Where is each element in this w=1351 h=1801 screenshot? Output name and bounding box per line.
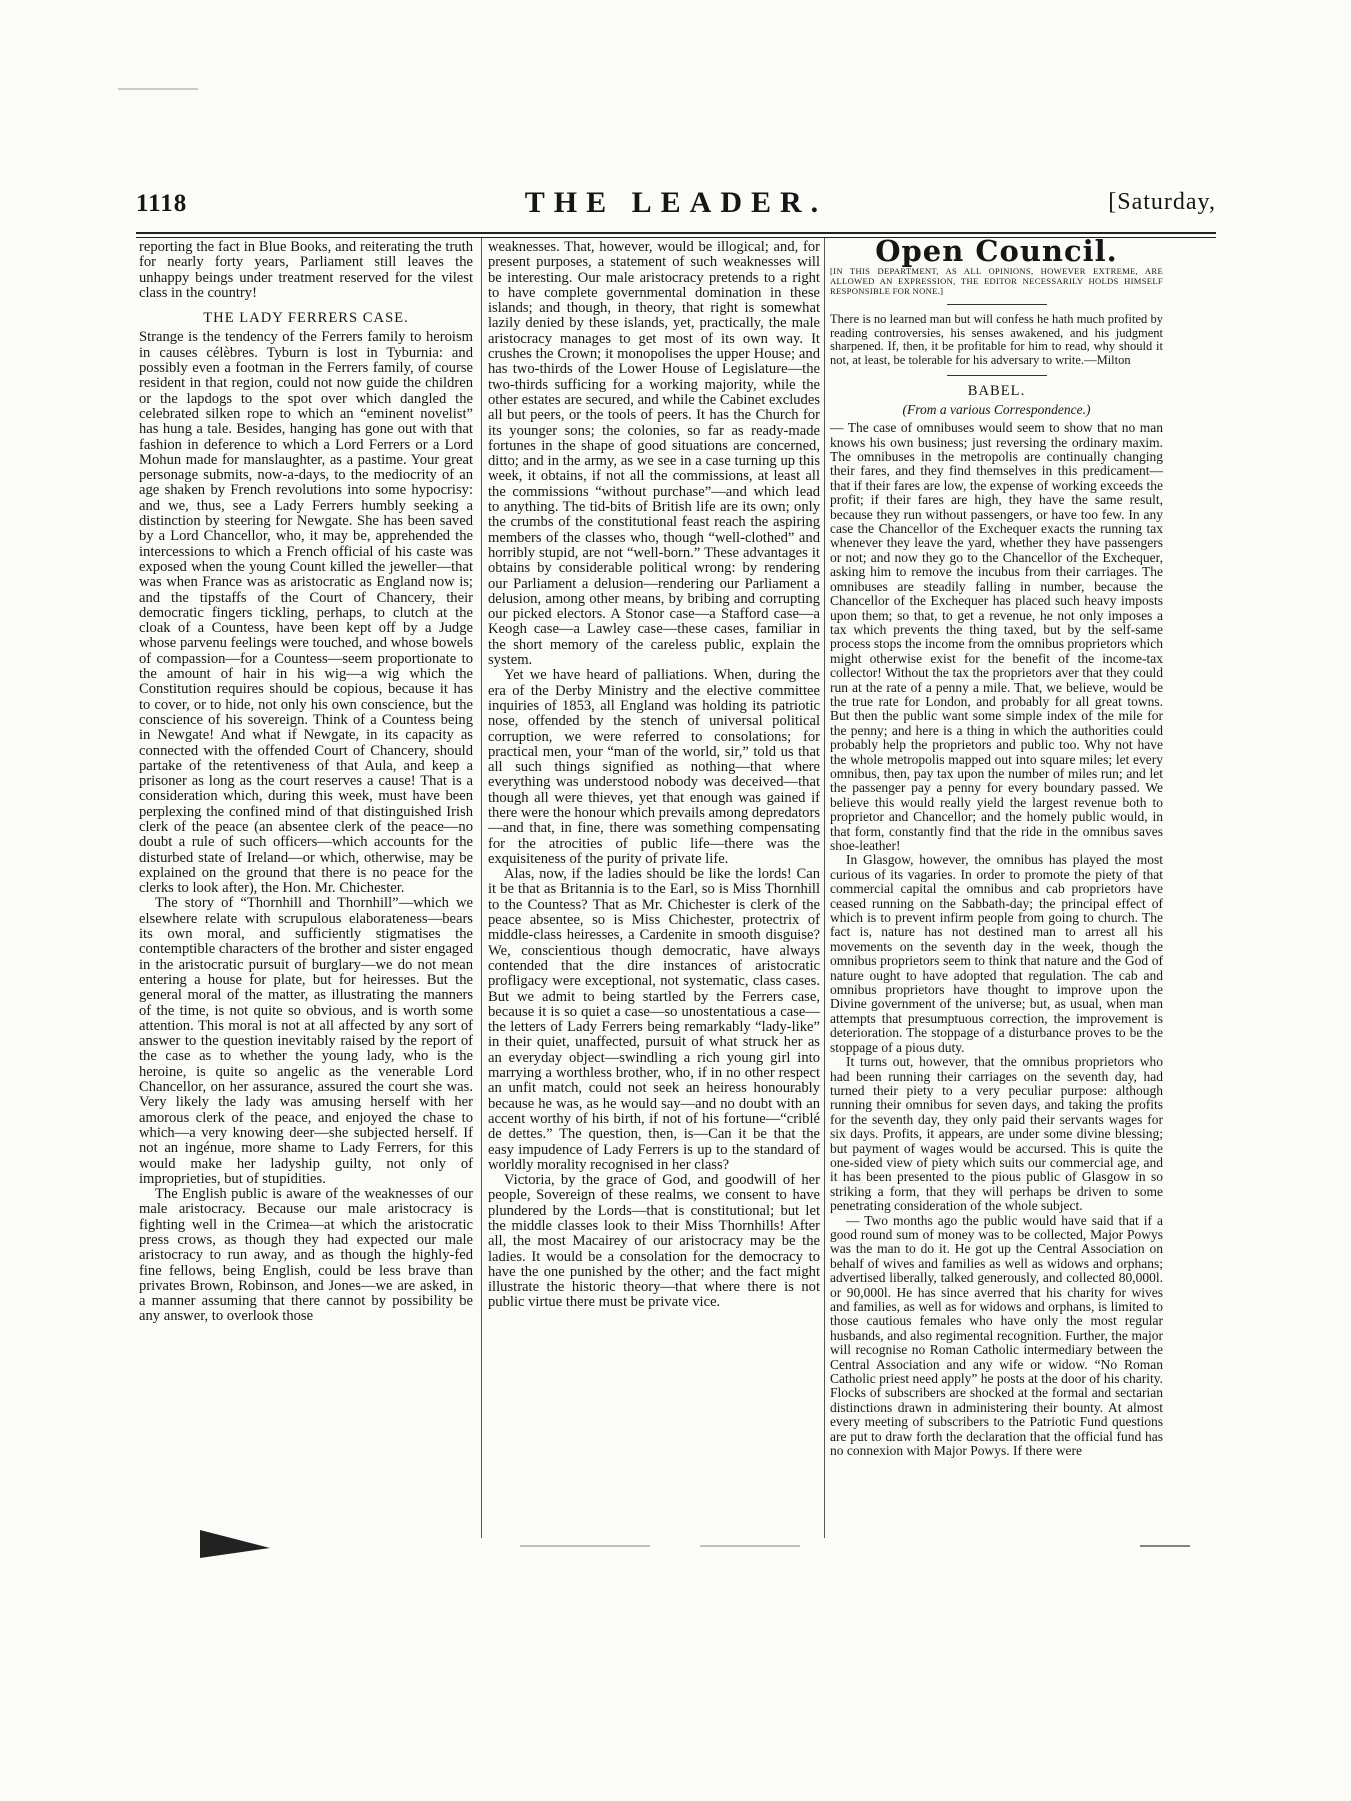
masthead: THE LEADER. [524,186,828,219]
column-divider [481,238,482,1538]
column-1 [139,240,473,1325]
section-title: Open Council. [875,234,1118,268]
paragraph: Yet we have heard of palliations. When, during the era of the Derby Ministry and the elective committee inquiries of 1853, all England was holding its patriotic nose, offended by the stench of universal political corruption, we were referred to consolations; for practical men, your “man of the world, sir,” told us that all such things signified as nothing—that where everything was understood nobody was deceived—that though all were thieves, yet that enough was gained if there were the honour which prevails among depredators—and that, in fine, there was something compensating for the atrocities of public life—there was the exquisiteness of the purity of private life. [488,667,820,867]
day-label: [Saturday, [1108,189,1216,215]
column-3 [830,234,1163,1459]
page-number: 1118 [136,190,188,217]
paragraph: The English public is aware of the weaknesses of our male aristocracy. Because our male aristocracy is fighting well in the Crimea—at which the aristocratic press crows, as though they had expected our male aristocracy to run away, and as though the highly-fed fine fellows, being English, could be less brave than privates Brown, Robinson, and Jones—we are asked, in a manner assuming that there cannot by possibility be any answer, to overlook those [139,1186,473,1325]
paragraph: Alas, now, if the ladies should be like the lords! Can it be that as Britannia is to the Earl, so is Miss Thornhill to the Countess? That as Mr. Chichester is clerk of the peace absentee, so is Miss Chichester, protectrix of middle-class heiresses, a Cardenite in smooth disguise? We, conscientious though democratic, have always contended that the dire instances of aristocratic profligacy were exceptional, not systematic, class cases. But we admit to being startled by the Ferrers case, because it is so quiet a case—so unostentatious a case—the letters of Lady Ferrers being remarkably “lady-like” in their quiet, unaffected, pursuit of what struck her as an everyday object—swindling a rich young girl into marrying a worthless brother, who, if in no other respect an unfit match, could not seek an heiress honourably because he was, as he would say—and no doubt with an accent worthy of his birth, if not of his fortune—“criblé de dettes.” The question, then, is—Can it be that the easy impudence of Lady Ferrers is up to the standard of worldly morality recognised in her class? [488,866,820,1173]
epigraph: There is no learned man but will confess he hath much profited by reading controversies, his senses awakened, and his judgment sharpened. If, then, it be profitable for him to read, why should it not, at least, be tolerable for his adversary to write.—Milton [830,312,1163,367]
scan-mark [200,1530,270,1558]
paragraph: Strange is the tendency of the Ferrers family to heroism in causes célèbres. Tyburn is lost in Tyburnia: and possibly even a footman in the Ferrers family, of course resident in that region, could not now guide the children or the lapdogs to the spot over which dangled the celebrated silken rope to which an “eminent novelist” has hung a tale. Besides, hanging has gone out with that fashion in deference to which a Lord Ferrers or a Lord Mohun made for manslaughter, as a pastime. Your great personage submits, now-a-days, to the mediocrity of an age shaken by French revolutions into some hypocrisy: and we, thus, see a Lady Ferrers humbly seeking a distinction by steering for Newgate. She has been saved by a Lord Chancellor, who, it may be, apprehended the intercessions to which a French official of his caste was exposed when the young Count killed the jeweller—that was when France was as aristocratic as England now is; and the tipstaffs of the Court of Chancery, their democratic fingers tickling, perhaps, to clutch at the cloak of a Countess, have been kept off by a Judge whose parvenu feelings were touched, and whose bowels of compassion—for a Countess—seem proportionate to the amount of hair in his wig—a wig which the Constitution requires should be copious, because it has to cover, or to hide, not only his own conscience, but the conscience of his sovereign. Think of a Countess being in Newgate! And what if Newgate, in its capacity as connected with the offended Court of Chancery, should partake of the retentiveness of that Aula, and keep a prisoner as long as the court reserves a cause! That is a consideration which, during this week, must have been perplexing the confined mind of that distinguished Irish clerk of the peace (an absentee clerk of the peace—no doubt a rule of such officers—which accounts for the disturbed state of Ireland—or which, otherwise, may be explained on the ground that there is no peace for the clerks to look after), the Hon. Mr. Chichester. [139,329,473,897]
scan-smudge [700,1545,800,1547]
paragraph: reporting the fact in Blue Books, and reiterating the truth for nearly forty years, Parliament still leaves the unhappy beings under treatment reserved for the vilest class in the country! [139,239,473,301]
column-2 [488,240,820,1311]
paragraph: The story of “Thornhill and Thornhill”—which we elsewhere relate with scrupulous elaborateness—bears its own moral, and sufficiently stigmatises the contemptible characters of the brother and sister engaged in the aristocratic pursuit of burglary—we do not mean entering a house for plate, but for heiresses. But the general moral of the matter, as illustrating the manners of the time, is not quite so obvious, and is worth some attention. This moral is not at all affected by any sort of answer to the question inevitably raised by the report of the case as to whether the young lady, who is the heroine, is quite so angelic as the venerable Lord Chancellor, on her assurance, assured the court she was. Very likely the lady was amusing herself with her amorous clerk of the peace, and enjoyed the chase to which—a very knowing deer—she subjected herself. If not an ingénue, more shame to Lady Ferrers, for this would make her ladyship guilty, not only of improprieties, but of stupidities. [139,895,473,1187]
top-rule [118,88,198,90]
paragraph: In Glasgow, however, the omnibus has played the most curious of its vagaries. In order to promote the piety of that commercial capital the omnibus and cab proprietors have ceased running on the Sabbath-day; the principal effect of which is to prevent infirm people from going to church. The fact is, nature has not destined man to arrest all his movements on the seventh day in the week, though the omnibus proprietors seem to think that nature and the God of nature ought to have adopted that regulation. The cab and omnibus proprietors have thought to improve upon the Divine government of the universe; but, as usual, when man attempts that presumptuous correction, the improvement is deterioration. The stoppage of a disturbance proves to be the stoppage of a pious duty. [830,852,1163,1055]
scan-smudge [520,1545,650,1547]
page-header [136,180,1216,224]
article-heading: BABEL. [967,383,1026,400]
column-divider [824,238,825,1538]
paragraph: It turns out, however, that the omnibus proprietors who had been running their carriages on the seventh day, had turned their piety to a very peculiar purpose: although running their omnibus for seven days, and taking the profits for the seventh day, they only paid their servants wages for six days. Profits, it appears, are under some divine blessing; but payment of wages would be accursed. This is quite the one-sided view of piety which suits our commercial age, and it has been presented to the pious public of Glasgow in so striking a form, that they will perhaps be driven to some penetrating consideration of the whole subject. [830,1054,1163,1214]
subheading: (From a various Correspondence.) [902,401,1091,417]
paragraph: — The case of omnibuses would seem to show that no man knows his own business; just reversing the ordinary maxim. The omnibuses in the metropolis are continually changing their fares, and they find themselves in this predicament—that if their fares are low, the expense of working exceeds the profit; if their fares are high, they have the same result, because they run without passengers, or have too few. In any case the Chancellor of the Exchequer exacts the running tax whenever they leave the yard, whether they have passengers or not; and now they go to the Chancellor of the Exchequer, asking him to remove the incubus from their carriages. The omnibuses are steadily falling in number, because the Chancellor of the Exchequer has placed such heavy imposts upon them; so that, to get a revenue, he not only imposes a tax which prevents the thing taxed, but by the self-same process stops the income from the omnibus proprietors which might otherwise exist for the benefit of the income-tax collector! Without the tax the proprietors aver that they could run at the rate of a penny a mile. That, we believe, would be the true rate for London, and probably for all great towns. But then the public want some simple index of the mile for the penny; and here is a thing in which the authorities could probably help the proprietors and public too. Why not have the whole metropolis mapped out into square miles; let every omnibus, then, pay tax upon the number of miles run; and let the passenger pay a penny for every boundary passed. We believe this would really yield the largest revenue both to proprietor and Chancellor; and the homely public would, in that form, constantly find that the ride in the omnibus saves shoe-leather! [830,420,1163,853]
short-rule [947,304,1047,305]
article-heading: THE LADY FERRERS CASE. [203,310,409,327]
paragraph: weaknesses. That, however, would be illogical; and, for present purposes, a statement of such weaknesses will be interesting. Our male aristocracy pretends to a right to have complete governmental domination in these islands; and though, in theory, that right is somewhat lazily denied by these islands, yet, practically, the male aristocracy manages to get most of its own way. It crushes the Crown; it monopolises the upper House; and has two-thirds of the Lower House of Legislature—the two-thirds sufficing for a working majority, while the other estates are secured, and while the Cabinet excludes all but peers, or the tools of peers. It has the Church for its younger sons; the colonies, so far as ready-made fortunes in the shape of good situations are concerned, ditto; and in the army, as we see in a case turning up this week, it obtains, if not all the commissions, at least all the commissions “without purchase”—and which lead to anything. The tid-bits of British life are its own; only the crumbs of the constitutional feast reach the aspiring members of the classes who, though “well-clothed” and horribly stupid, are not “well-born.” These advantages it obtains by considerable political wrong: by rendering our Parliament a delusion—rendering our Parliament a delusion, among other means, by bribing and corrupting our picked electors. A Stonor case—a Stafford case—a Keogh case—a Lawley case—these cases, familiar in the short memory of the careless public, explain the system. [488,239,820,669]
paragraph: Victoria, by the grace of God, and goodwill of her people, Sovereign of these realms, we consent to have plundered by the Lords—that is constitutional; but let the middle classes look to their Miss Thornhills! After all, the most Macairey of our aristocracy may be the ladies. It would be a consolation for the democracy to have the one punished by the other; and the fact might illustrate the historic theory—that where there is not public virtue there must be private vice. [488,1172,820,1311]
paragraph: — Two months ago the public would have said that if a good round sum of money was to be collected, Major Powys was the man to do it. He got up the Central Association on behalf of wives and families as well as widows and orphans; advertised liberally, talked generously, and collected 80,000l. or 90,000l. He has since averred that his charity for wives and families, as well as for widows and orphans, is limited to those cautious females who have only the most regular husbands, and also regimental recognition. Further, the major will recognise no Roman Catholic intermediary between the Central Association and any wife or widow. “No Roman Catholic priest need apply” he posts at the door of his charity. Flocks of subscribers are shocked at the formal and sectarian distinctions drawn in administering their bounty. At almost every meeting of subscribers to the Patriotic Fund questions are put to draw forth the declaration that the official fund has no connexion with Major Powys. If there were [830,1212,1163,1459]
short-rule [947,375,1047,376]
editor-note: [IN THIS DEPARTMENT, AS ALL OPINIONS, HOWEVER EXTREME, ARE ALLOWED AN EXPRESSION, THE EDITOR NECESSARILY HOLDS HIMSELF RESPONSIBLE FOR NONE.] [830,266,1163,297]
scan-smudge [1140,1545,1190,1547]
